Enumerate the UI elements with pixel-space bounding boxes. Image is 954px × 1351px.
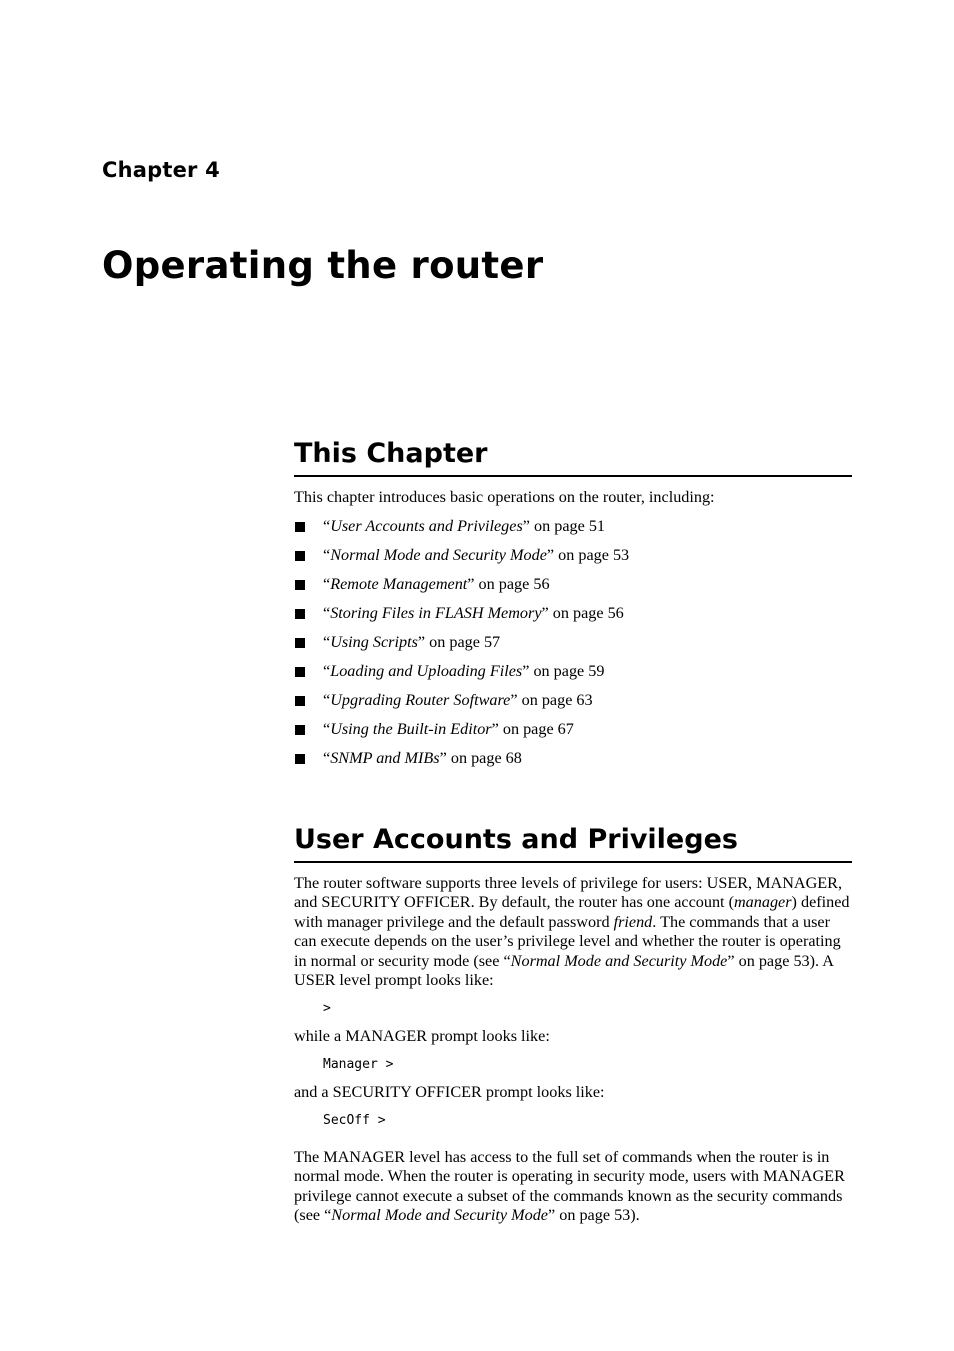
toc-item-page: on page 53	[558, 546, 630, 564]
toc-item[interactable]: “User Accounts and Privileges” on page 51	[294, 516, 629, 545]
toc-item-page: on page 67	[502, 720, 574, 738]
square-bullet-icon	[295, 667, 305, 677]
toc-item-page: on page 56	[478, 575, 550, 593]
toc-item[interactable]: “SNMP and MIBs” on page 68	[294, 748, 629, 777]
square-bullet-icon	[295, 609, 305, 619]
toc-item-title: Normal Mode and Security Mode	[330, 546, 547, 564]
secoff-prompt-caption: and a SECURITY OFFICER prompt looks like:	[294, 1083, 605, 1101]
toc-item-title: Remote Management	[330, 575, 468, 593]
intro-text: This chapter introduces basic operations on the router, including:	[294, 488, 715, 506]
toc-item-title: Loading and Uploading Files	[330, 662, 523, 680]
toc-item-title: SNMP and MIBs	[330, 749, 440, 767]
toc-item-page: on page 57	[429, 633, 501, 651]
toc-item-title: Using Scripts	[330, 633, 418, 651]
cross-reference: Normal Mode and Security Mode	[510, 951, 728, 970]
toc-item[interactable]: “Using Scripts” on page 57	[294, 632, 629, 661]
manager-level-paragraph	[294, 1148, 854, 1226]
user-prompt-example: >	[323, 1001, 331, 1016]
para-text: . The commands that a user can execute depends on the user’s privilege level and whether the router is operating in normal or security mode (see “	[294, 912, 841, 970]
para-text: ” on page 53).	[548, 1206, 640, 1225]
square-bullet-icon	[295, 522, 305, 532]
square-bullet-icon	[295, 754, 305, 764]
toc-item-page: on page 56	[552, 604, 624, 622]
toc-item-page: on page 59	[533, 662, 605, 680]
toc-item[interactable]: “Loading and Uploading Files” on page 59	[294, 661, 629, 690]
toc-item-page: on page 51	[534, 517, 606, 535]
toc-item[interactable]: “Upgrading Router Software” on page 63	[294, 690, 629, 719]
toc-item[interactable]: “Using the Built-in Editor” on page 67	[294, 719, 629, 748]
section-heading-this-chapter: This Chapter	[294, 437, 852, 477]
cross-reference: Normal Mode and Security Mode	[331, 1206, 548, 1225]
manager-prompt-example: Manager >	[323, 1057, 394, 1072]
chapter-title: Operating the router	[102, 244, 544, 287]
square-bullet-icon	[295, 580, 305, 590]
para-text: The router software supports three levels of privilege for users: USER, MANAGER, and SECURITY OFFICER. By default, the router has one account (	[294, 874, 843, 912]
manager-prompt-caption: while a MANAGER prompt looks like:	[294, 1027, 550, 1045]
section-heading-user-accounts: User Accounts and Privileges	[294, 823, 852, 863]
square-bullet-icon	[295, 696, 305, 706]
secoff-prompt-example: SecOff >	[323, 1113, 386, 1128]
default-password: friend	[613, 912, 653, 931]
para-text: ” on page 53). A USER level prompt looks like:	[294, 951, 834, 990]
para-text: The MANAGER level has access to the full set of commands when the router is in normal mode. When the router is operating in security mode, users with MANAGER privilege cannot execute a subset of the commands known as the security commands (see “	[294, 1148, 845, 1225]
toc-item-title: User Accounts and Privileges	[330, 517, 523, 535]
toc-item-title: Storing Files in FLASH Memory	[330, 604, 542, 622]
square-bullet-icon	[295, 725, 305, 735]
chapter-label: Chapter 4	[102, 158, 220, 182]
toc-item[interactable]: “Storing Files in FLASH Memory” on page 56	[294, 603, 629, 632]
account-name: manager	[733, 893, 792, 912]
toc-item-title: Using the Built-in Editor	[330, 720, 492, 738]
toc-item[interactable]: “Normal Mode and Security Mode” on page 53	[294, 545, 629, 574]
privileges-paragraph	[294, 874, 854, 990]
para-text: ) defined with manager privilege and the default password	[294, 893, 850, 931]
toc-item-page: on page 63	[521, 691, 593, 709]
square-bullet-icon	[295, 638, 305, 648]
toc-item[interactable]: “Remote Management” on page 56	[294, 574, 629, 603]
square-bullet-icon	[295, 551, 305, 561]
chapter-contents-list	[294, 516, 629, 777]
toc-item-title: Upgrading Router Software	[330, 691, 511, 709]
toc-item-page: on page 68	[450, 749, 522, 767]
